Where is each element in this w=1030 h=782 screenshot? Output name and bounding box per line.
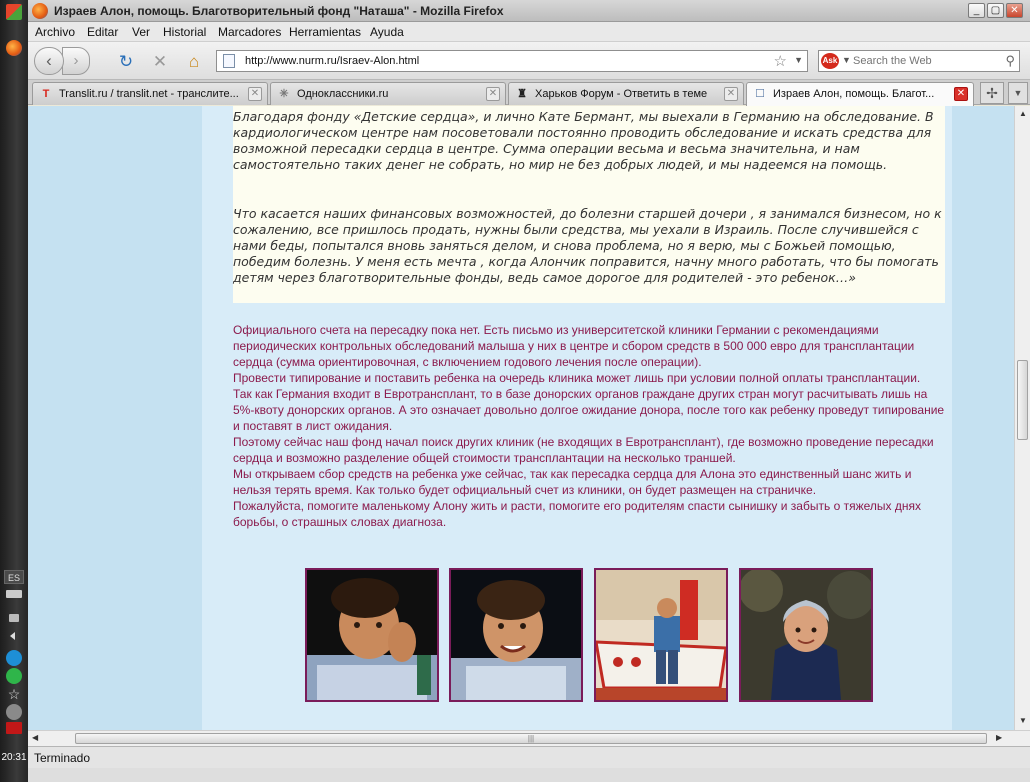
clock: 20:31 bbox=[1, 752, 27, 763]
firefox-logo-icon bbox=[32, 3, 48, 19]
scroll-up-icon[interactable]: ▲ bbox=[1019, 109, 1027, 118]
tab-label: Translit.ru / translit.net - транслите... bbox=[59, 88, 239, 100]
article-paragraph: Официального счета на пересадку пока нет. Есть письмо из университетской клиники Германии с рекомендациями периодических контрольных обследований малыша у них в центре и сбором средств в 500 000 евро для трансплантации сердца (сумма ориентировочная, с включением годового лечения после операции). bbox=[233, 323, 915, 369]
back-button[interactable] bbox=[34, 47, 64, 75]
forum-favicon: ♜ bbox=[517, 88, 527, 100]
scroll-right-icon[interactable]: ▶ bbox=[996, 733, 1003, 742]
icq-icon[interactable] bbox=[6, 668, 22, 684]
scroll-left-icon[interactable]: ◀ bbox=[32, 733, 39, 742]
translit-favicon: T bbox=[42, 88, 50, 100]
taskbar bbox=[0, 0, 28, 782]
ati-icon[interactable] bbox=[6, 722, 22, 734]
search-input[interactable] bbox=[853, 52, 999, 70]
scroll-down-icon[interactable]: ▼ bbox=[1019, 716, 1027, 725]
photo-boy-4[interactable] bbox=[739, 568, 873, 702]
tab-bar bbox=[28, 80, 1030, 105]
forward-button[interactable] bbox=[62, 47, 90, 75]
forward-arrow-icon: › bbox=[73, 52, 79, 69]
menu-marcadores[interactable]: Marcadores bbox=[218, 25, 282, 39]
url-text[interactable]: http://www.nurm.ru/Israev-Alon.html bbox=[245, 55, 420, 67]
search-magnifier-icon[interactable]: ⚲ bbox=[1005, 53, 1015, 68]
minimize-button[interactable]: _ bbox=[968, 3, 985, 18]
navigation-toolbar bbox=[28, 42, 1030, 80]
window-switch-icon[interactable] bbox=[9, 614, 19, 622]
quote-paragraph: Что касается наших финансовых возможностей, до болезни старшей дочери , я занимался бизнесом, но к сожалению, все пришлось продать, нужны были средства, мы уехали в Израиль. После случившейся с нами беды, попытался вновь заняться делом, и снова проблема, но я верю, мы с Божьей помощью, победим болезнь. У меня есть мечта , когда Алончик поправится, начну много работать, что бы помогать детям через благотворительные фонды, ведь самое дорогое для родителей - это ребенок…» bbox=[233, 206, 942, 285]
photo-boy-2-image bbox=[451, 570, 581, 700]
tab-close-icon[interactable]: ✕ bbox=[486, 87, 500, 101]
url-bar[interactable] bbox=[216, 50, 808, 72]
article-paragraph: Поэтому сейчас наш фонд начал поиск других клиник (не входящих в Евротрансплант), где возможно проведение пересадки сердца и возможно разделение общей стоимости трансплантации на несколько траншей. bbox=[233, 435, 934, 465]
photo-boy-3-image bbox=[596, 570, 726, 700]
skype-icon[interactable] bbox=[6, 650, 22, 666]
browser-window bbox=[28, 0, 1030, 782]
new-tab-button[interactable]: ✢ bbox=[980, 82, 1004, 104]
article-paragraph: Провести типирование и поставить ребенка на очередь клиника может лишь при условии полной оплаты трансплантации. bbox=[233, 371, 921, 385]
close-window-button[interactable]: ✕ bbox=[1006, 3, 1023, 18]
tab-israev-alon[interactable] bbox=[746, 82, 974, 106]
article-paragraph: Так как Германия входит в Евротрансплант, то в базе донорских органов граждане других стран могут расчитывать лишь на 5%-квоту донорских органов. А это означает довольно долгое ожидание донора, после того как ребенку проведут типирование и поставят в лист ожидания. bbox=[233, 387, 945, 433]
windows-start-icon[interactable] bbox=[6, 4, 22, 20]
tab-translit[interactable] bbox=[32, 82, 268, 105]
page-icon bbox=[223, 54, 235, 68]
stop-icon[interactable]: ✕ bbox=[152, 52, 168, 71]
window-title: Израев Алон, помощь. Благотворительный фонд "Наташа" - Mozilla Firefox bbox=[54, 4, 504, 18]
status-text: Terminado bbox=[34, 751, 91, 765]
photo-boy-2[interactable] bbox=[449, 568, 583, 702]
network-icon[interactable] bbox=[6, 704, 22, 720]
reload-icon[interactable]: ↻ bbox=[118, 52, 134, 71]
ask-engine-icon[interactable]: Ask bbox=[821, 53, 839, 69]
tray-arrow-icon[interactable] bbox=[10, 632, 15, 640]
menu-bar bbox=[28, 22, 1030, 42]
vertical-scrollbar[interactable] bbox=[1014, 106, 1030, 730]
menu-archivo[interactable]: Archivo bbox=[35, 25, 76, 39]
page-viewport bbox=[28, 106, 1014, 730]
photo-boy-3[interactable] bbox=[594, 568, 728, 702]
tab-kharkov-forum[interactable] bbox=[508, 82, 744, 105]
menu-editar[interactable]: Editar bbox=[87, 25, 119, 39]
article-paragraph: Мы открываем сбор средств на ребенка уже сейчас, так как пересадка сердца для Алона это единственный шанс жить и нельзя терять время. Как только будет официальный счет из клиники, он будет размещен на страничке. bbox=[233, 467, 912, 497]
article-paragraph: Пожалуйста, помогите маленькому Алону жить и расти, помогите его родителям спасти сынишку и забыть о тяжелых днях борьбы, о страшных словах диагноза. bbox=[233, 499, 921, 529]
search-box[interactable] bbox=[818, 50, 1020, 72]
status-bar bbox=[28, 746, 1030, 768]
tab-label: Израев Алон, помощь. Благот... bbox=[773, 88, 935, 100]
url-dropdown-icon[interactable]: ▼ bbox=[794, 55, 803, 65]
photo-boy-4-image bbox=[741, 570, 871, 700]
photo-boy-1[interactable] bbox=[305, 568, 439, 702]
photo-boy-1-image bbox=[307, 570, 437, 700]
tab-label: Одноклассники.ru bbox=[297, 88, 389, 100]
quote-box bbox=[233, 106, 945, 303]
maximize-button[interactable]: ▢ bbox=[987, 3, 1004, 18]
horizontal-scroll-thumb[interactable]: ||| bbox=[75, 733, 987, 744]
firefox-task-icon[interactable] bbox=[6, 40, 22, 56]
vertical-scroll-thumb[interactable] bbox=[1017, 360, 1028, 440]
tab-close-icon[interactable]: ✕ bbox=[248, 87, 262, 101]
back-arrow-icon: ‹ bbox=[46, 51, 52, 70]
tab-list-button[interactable]: ▼ bbox=[1008, 82, 1028, 104]
keyboard-icon[interactable] bbox=[6, 590, 22, 598]
language-indicator[interactable]: ES bbox=[4, 570, 24, 584]
menu-ver[interactable]: Ver bbox=[132, 25, 151, 39]
quote-paragraph: Благодаря фонду «Детские сердца», и лично Кате Бермант, мы выехали в Германию на обследование. В кардиологическом центре нам посоветовали постоянно проводить обследование и искать средства для возможной пересадки сердца в центре. Сумма операции весьма и весьма значительна, и нам самостоятельно таких денег не собрать, но мир не без добрых людей, и мы надеемся на помощь. bbox=[233, 109, 934, 172]
star-icon[interactable]: ☆ bbox=[7, 686, 21, 702]
page-favicon: ☐ bbox=[755, 88, 765, 100]
tab-close-icon[interactable]: ✕ bbox=[954, 87, 968, 101]
menu-herramientas[interactable]: Herramientas bbox=[289, 25, 362, 39]
title-bar bbox=[28, 0, 1030, 22]
menu-historial[interactable]: Historial bbox=[163, 25, 207, 39]
menu-ayuda[interactable]: Ayuda bbox=[370, 25, 404, 39]
home-icon[interactable]: ⌂ bbox=[188, 52, 200, 71]
main-article-text bbox=[233, 322, 945, 530]
loading-spinner-icon: ✳ bbox=[279, 88, 289, 100]
tab-label: Харьков Форум - Ответить в теме bbox=[535, 88, 708, 100]
engine-dropdown-icon[interactable]: ▼ bbox=[842, 55, 851, 65]
tab-odnoklassniki[interactable] bbox=[270, 82, 506, 105]
horizontal-scrollbar[interactable] bbox=[28, 730, 1030, 746]
bookmark-star-icon[interactable]: ☆ bbox=[773, 53, 787, 70]
tab-close-icon[interactable]: ✕ bbox=[724, 87, 738, 101]
window-bottom-edge bbox=[28, 768, 1030, 782]
